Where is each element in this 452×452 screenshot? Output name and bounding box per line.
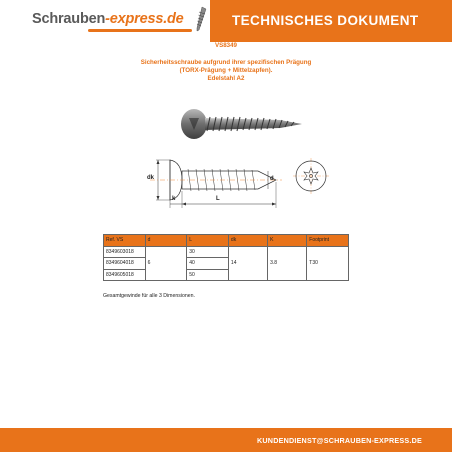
length-cell: 30 xyxy=(187,246,229,258)
col-header-footprint: Footprint xyxy=(307,235,349,247)
footer-contact: KUNDENDIENST@SCHRAUBEN-EXPRESS.DE xyxy=(257,436,422,445)
label-d: d xyxy=(270,176,274,182)
col-header-ref: Ref. VS xyxy=(104,235,146,247)
logo-accent-text: -express.de xyxy=(105,11,184,27)
logo-main-text: Schrauben xyxy=(32,11,106,27)
description-line-3: Edelstahl A2 xyxy=(207,75,245,82)
footprint-cell: T30 xyxy=(307,246,349,281)
col-header-l: L xyxy=(187,235,229,247)
product-ref: VS8349 xyxy=(214,42,238,49)
col-header-dk: dk xyxy=(228,235,267,247)
table-row xyxy=(104,246,349,258)
length-cell: 50 xyxy=(187,269,229,281)
label-dk: dk xyxy=(147,175,155,181)
d-cell: 6 xyxy=(145,246,187,281)
description-line-2: (TORX-Prägung + Mittelzapfen). xyxy=(179,67,273,74)
logo-swoosh xyxy=(88,29,192,32)
logo-screw-icon xyxy=(193,6,207,32)
document-title: TECHNISCHES DOKUMENT xyxy=(232,13,419,28)
k-cell: 3.8 xyxy=(268,246,307,281)
head-top-view xyxy=(291,156,331,196)
logo xyxy=(32,11,184,27)
spec-table xyxy=(103,234,349,281)
col-header-d: d xyxy=(145,235,187,247)
col-header-k: K xyxy=(268,235,307,247)
ref-cell: 8349604018 xyxy=(104,258,146,270)
screw-photo xyxy=(180,108,305,140)
description-line-1: Sicherheitsschraube aufgrund ihrer spezifischen Prägung xyxy=(140,59,312,66)
logo-area xyxy=(0,0,210,42)
table-header-row xyxy=(104,235,349,247)
label-L: L xyxy=(216,196,220,202)
ref-cell: 8349605018 xyxy=(104,269,146,281)
dk-cell: 14 xyxy=(228,246,267,281)
label-k: k xyxy=(172,196,176,202)
ref-cell: 8349603018 xyxy=(104,246,146,258)
thread-note: Gesamtgewinde für alle 3 Dimensionen. xyxy=(103,293,195,299)
length-cell: 40 xyxy=(187,258,229,270)
